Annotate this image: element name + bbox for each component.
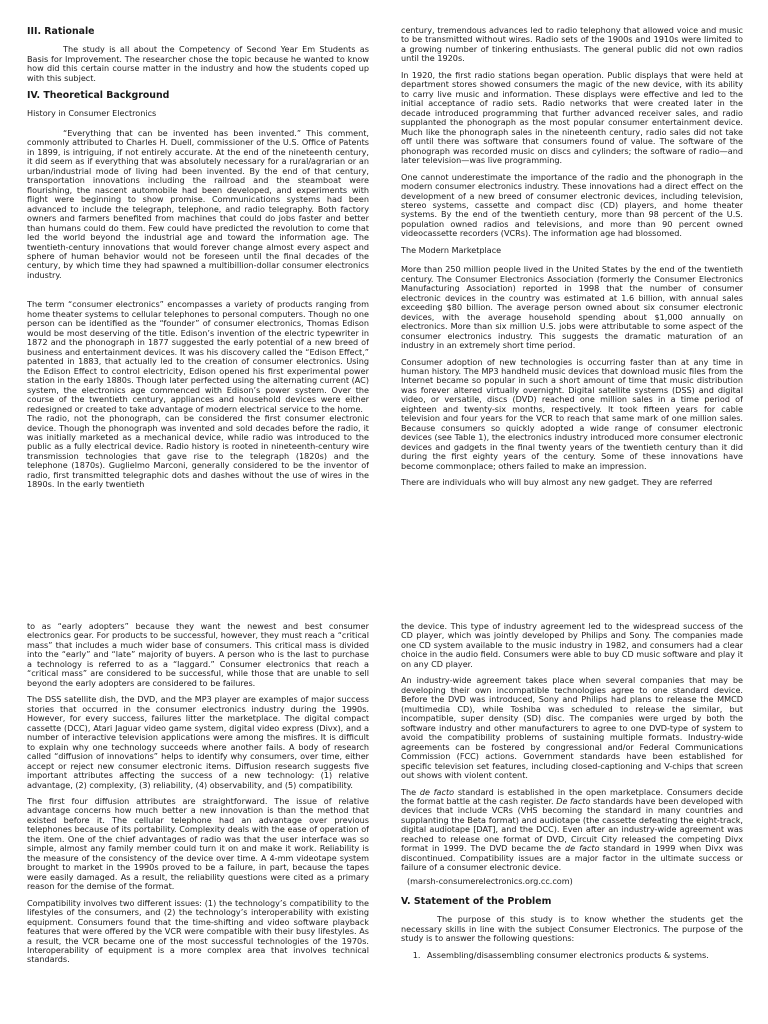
paragraph-diffusion-attributes: The first four diffusion attributes are straightforward. The issue of relative advantage concerns how much better a new innovation is than the method that existed before it. The cellular telephone had an advantage over previous telephones because of its portability. Complexity deals with the ease of operation of the item. One of the chief advantages of radio was that the user interface was so simple, almost any family member could turn it on and make it work. Reliability is the measure of the consistency of the device over time. A 4-mm videotape system brought to market in the 1990s proved to be a failure, in part, because the tapes were easily damaged. As a result, the reliability questions were cited as a primary reason for the demise of the format. bbox=[27, 795, 369, 892]
paragraph-purpose: The purpose of this study is to know whether the students get the necessary skills in line with the subject Consumer Electronics. The purpose of the study is to answer the following questions: bbox=[401, 914, 743, 944]
paragraph-importance-radio-phonograph: One cannot underestimate the importance of the radio and the phonograph in the modern consumer electronics industry. These innovations had a direct effect on the development of a new breed of consumer electronic devices, including television, stereo systems, cassette and compact disc (CD) players, and home theater systems. By the end of the twentieth century, more than 98 percent of the U.S. population owned radios and televisions, and more than 90 percent owned videocassette recorders (VCRs). The information age had blossomed. bbox=[401, 171, 743, 239]
paragraph-compatibility: Compatibility involves two different issues: (1) the technology’s compatibility to the lifestyles of the consumers, and (2) the technology’s interoperability with existing equipment. Consumers found that the time-shifting and video software playback features that were offered by the VCR were compatible with their busy lifestyles. As a result, the VCR became one of the most successful technologies of the 1970s. Interoperability of equipment is a more complex area that involves technical standards. bbox=[27, 897, 369, 965]
statement-of-problem-heading: V. Statement of the Problem bbox=[401, 896, 552, 908]
list-item: 1. Assembling/disassembling consumer electronics products & systems. bbox=[423, 951, 743, 960]
column-bottom-left bbox=[27, 622, 369, 1024]
paragraph-dss-success: The DSS satellite dish, the DVD, and the MP3 player are examples of major success stories that occurred in the consumer electronics industry during the 1990s. However, for every success, failures litter the marketplace. The digital compact cassette (DCC), Atari Jaguar video game system, digital video express (Divx), and a number of interactive television applications were among the misfires. It is difficult to explain why one technology succeeds where another fails. A body of research called “diffusion of innovations” helps to identify why consumers, over time, either accept or reject new consumer electronic items. Diffusion research suggests five important attributes affecting the success of a new technology: (1) relative advantage, (2) complexity, (3) reliability, (4) observability, and (5) compatibility. bbox=[27, 694, 369, 790]
rationale-paragraph: The study is all about the Competency of Second Year Em Students as Basis for Improvement. The researcher chose the topic because he wanted to know how did this certain course matter in the industry and how the students coped up with this subject. bbox=[27, 44, 369, 83]
column-top-left bbox=[27, 26, 369, 588]
column-bottom-right bbox=[401, 622, 743, 1024]
paragraph-century-advances: century, tremendous advances led to radio telephony that allowed voice and music to be transmitted without wires. Radio sets of the 1900s and 1910s were limited to a growing number of tinkering enthusiasts. The general public did not own radios until the 1920s. bbox=[401, 26, 743, 64]
paragraph-term-consumer-electronics: The term “consumer electronics” encompasses a variety of products ranging from home theater systems to cellular telephones to personal computers. Though no one person can be identified as the “founder” of consumer electronics, Thomas Edison would be most deserving of the title. Edison’s invention of the electric typewriter in 1872 and the phonograph in 1877 suggested the early potential of a new breed of business and entertainment devices. It was his discovery called the “Edison Effect,” patented in 1883, that actually led to the creation of consumer electronics. Using the Edison Effect to control electricity, Edison opened his first experimental power station in the early 1880s. Though later perfected using the alternating current (AC) system, the electronics age commenced with Edison’s power system. Over the course of the twentieth century, appliances and household devices were either redesigned or created to take advantage of modern electrical service to the home. bbox=[27, 299, 369, 414]
paragraph-consumer-adoption: Consumer adoption of new technologies is occurring faster than at any time in human history. The MP3 handheld music devices that download music files from the Internet became so popular in such a short amount of time that music distribution was forever altered virtually overnight. Digital satellite systems (DSS) and digital video, or versatile, discs (DVD) reached one million sales in a time period of eighteen and twenty-six months, respectively. It took fifteen years for cable television and four years for the VCR to reach that same mark of one million sales. Because consumers so quickly adopted a wide range of consumer electronic devices (see Table 1), the electronics industry introduced more consumer electronic devices and gadgets in the final twenty years of the twentieth century than it did during the first eighty years of the century. Some of these innovations have become commonplace; others failed to make an impression. bbox=[401, 356, 743, 471]
paragraph-cd-player-agreement: the device. This type of industry agreement led to the widespread success of the CD player, which was jointly developed by Philips and Sony. The companies made one CD system available to the music industry in 1982, and consumers had a clear choice in the audio field. Consumers were able to buy CD music software and play it on any CD player. bbox=[401, 622, 743, 669]
paragraph-de-facto-standard: The de facto standard is established in the open marketplace. Consumers decide the format battle at the cash register. De facto standards have been developed with devices that include VCRs (VHS becoming the standard in many countries and supplanting the Beta format) and audiotape (the cassette defeating the eight-track, digital audiotape [DAT], and the DCC). Even after an industry-wide agreement was reached to release one format of DVD, Circuit City released the competing Divx format in 1999. The DVD became the de facto standard in 1999 when Divx was discontinued. Compatibility issues are a major factor in the ultimate success or failure of a consumer electronic device. bbox=[401, 786, 743, 873]
paragraph-industry-wide-agreement: An industry-wide agreement takes place when several companies that may be developing their own incompatible technologies agree to one standard device. Before the DVD was introduced, Sony and Philips had plans to release the MMCD (multimedia CD), while Toshiba was scheduled to release the similar, but incompatible, super density (SD) disc. The companies were urged by both the software industry and other manufacturers to agree to one DVD-type of system to avoid the compatibility problems of sustaining multiple formats. Industry-wide agreements can be fostered by congressional and/or Federal Communications Commission (FCC) actions. Government standards have been established for specific television set features, including closed-captioning and V-chips that screen out shows with violent content. bbox=[401, 675, 743, 781]
paragraph-radio-first-device: The radio, not the phonograph, can be considered the first consumer electronic device. Though the phonograph was invented and sold decades before the radio, it was initially marketed as a mechanical device, while radio was introduced to the public as a fully electrical device. Radio history is rooted in nineteenth-century wire transmission technologies that gave rise to the telegraph (1820s) and the telephone (1870s). Guglielmo Marconi, generally considered to be the inventor of radio, first transmitted telegraphic dots and dashes without the use of wires in the 1890s. In the early twentieth bbox=[27, 413, 369, 490]
research-questions-list bbox=[401, 951, 743, 960]
paragraph-early-adopters: to as “early adopters” because they want the newest and best consumer electronics gear. For products to be successful, however, they must reach a “critical mass” that includes a much wider base of consumers. This critical mass is divided into the “early” and “late” majority of buyers. A person who is the last to purchase a technology is referred to as a “laggard.” Consumer electronics that reach a “critical mass” are considered to be successful, while those that are unable to sell beyond the early adopters are considered to be failures. bbox=[27, 622, 369, 688]
paragraph-250-million: More than 250 million people lived in the United States by the end of the twentieth century. The Consumer Electronics Association (formerly the Consumer Electronics Manufacturing Association) reported in 1998 that the number of consumer electronic devices in the country was estimated at 1.6 billion, with annual sales exceeding $80 billion. The average person owned about six consumer electronic devices, with the average household spending about $1,000 annually on electronics. More than six million U.S. jobs were attributable to some aspect of the consumer electronics industry. This suggests the dramatic maturation of an industry in an extremely short time period. bbox=[401, 264, 743, 351]
rationale-heading: III. Rationale bbox=[27, 26, 95, 37]
paragraph-everything-invented: “Everything that can be invented has been invented.” This comment, commonly attributed to Charles H. Duell, commissioner of the U.S. Office of Patents in 1899, is intriguing, if not entirely accurate. At the end of the nineteenth century, it did seem as if everything that was absolutely necessary for a rural/agrarian or an urban/industrial mode of living had been invented. By the end of that century, transportation innovations including the railroad and the steamboat were flourishing, the nascent automobile had been developed, and experiments with flight were beginning to show promise. Communications systems had been advanced to include the telegraph, telephone, and radio telegraphy. Both factory owners and farmers benefited from machines that could do jobs faster and better than humans could do them. Few could have predicted the revolution to come that led the world beyond the industrial age and toward the information age. The twentieth-century innovations that would forever change almost every aspect and sphere of human behavior would not be foreseen until the final decades of the century, by which time they had spawned a multibillion-dollar consumer electronics industry. bbox=[27, 127, 369, 280]
theoretical-background-heading: IV. Theoretical Background bbox=[27, 90, 170, 102]
column-top-right bbox=[401, 26, 743, 588]
paragraph-early-adopters-intro: There are individuals who will buy almost any new gadget. They are referred bbox=[401, 477, 713, 488]
modern-marketplace-subheading: The Modern Marketplace bbox=[401, 244, 502, 255]
paragraph-1920-radio-stations: In 1920, the first radio stations began operation. Public displays that were held at department stores showed consumers the magic of the new device, with its ability to carry live music and information. These displays were effective and led to the initial acceptance of radio sets. Radio networks that were created later in the decade introduced programming that further advanced receiver sales, and radio supplanted the phonograph as the most popular consumer entertainment device. Much like the phonograph sales in the nineteenth century, radio sales did not take off until there was software that consumers found of value. The software of the phonograph was recorded music on discs and cylinders; the software of radio—and later television—was live programming. bbox=[401, 69, 743, 166]
source-citation: (marsh-consumerelectronics.org.cc.com) bbox=[407, 875, 573, 886]
history-subheading: History in Consumer Electronics bbox=[27, 108, 157, 119]
